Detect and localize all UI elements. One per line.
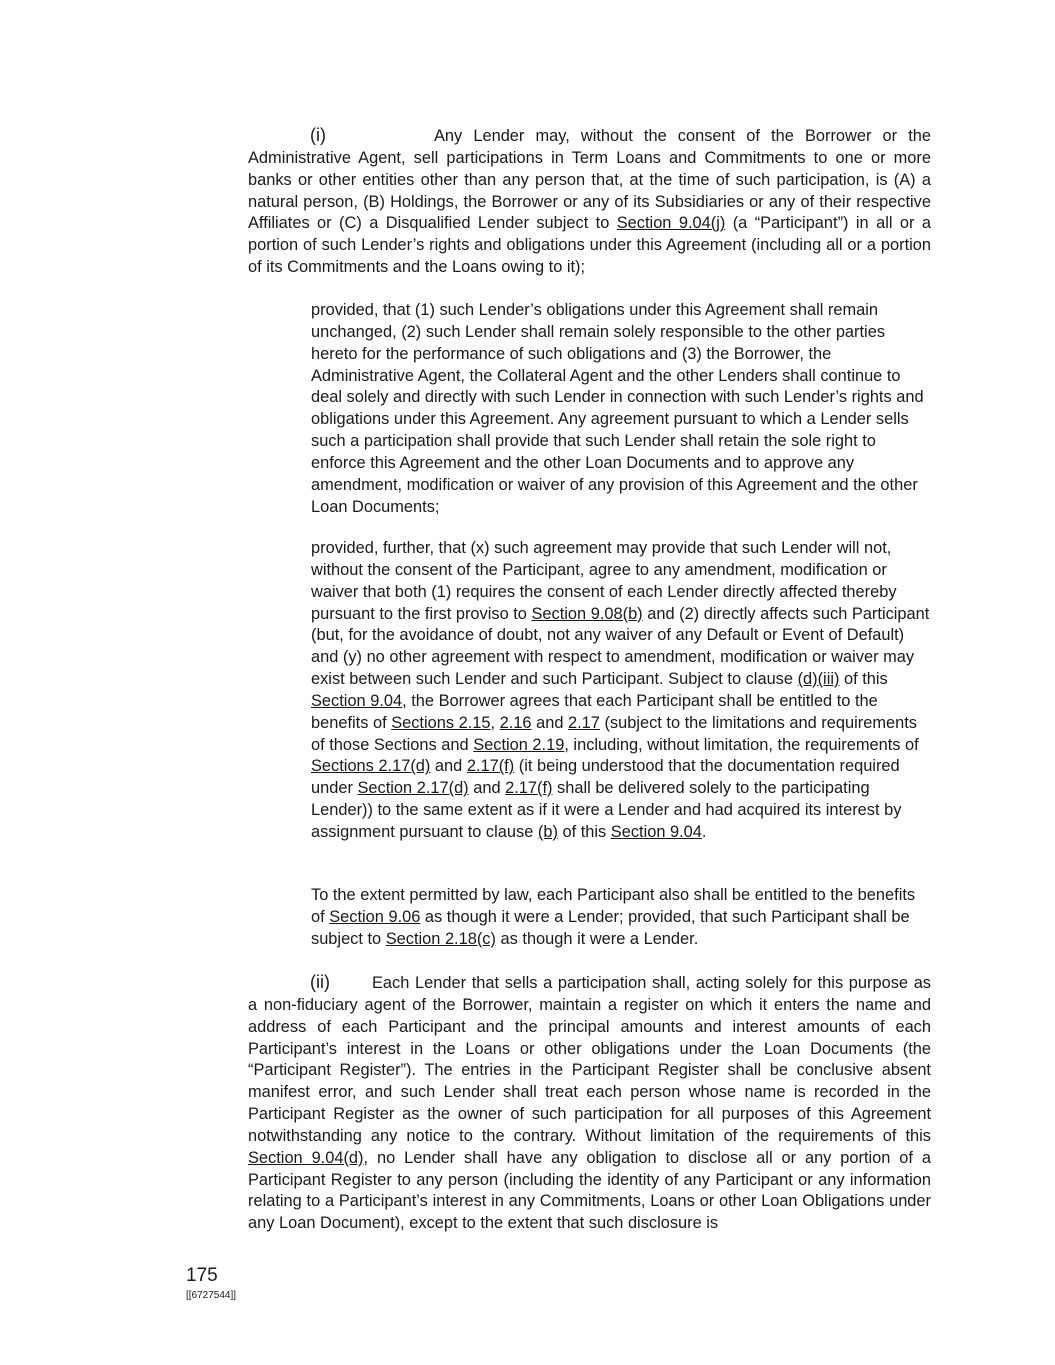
section-ref-link[interactable]: 2.17(f) xyxy=(505,779,553,798)
text: and xyxy=(531,713,568,732)
clause-marker-i: (i) xyxy=(310,125,326,145)
text: , xyxy=(490,713,500,732)
section-ref-link[interactable]: 2.17 xyxy=(568,713,600,732)
extent-paragraph xyxy=(311,885,933,951)
section-ref-link[interactable]: Section 2.18(c) xyxy=(385,929,496,948)
text: , the Borrower agrees that each Participant shall be entitled to the benefits of xyxy=(311,691,878,732)
text: (a “Participant”) in all or a portion of such Lender’s rights and obligations under this Agreement (including all or a portion of its Commitments and the Loans owing to it); xyxy=(248,214,931,277)
section-ref-link[interactable]: Section 9.04 xyxy=(311,691,403,710)
section-ref-link[interactable]: Section 9.04 xyxy=(610,822,702,841)
text: and xyxy=(430,757,467,776)
text: (subject to the limitations and requirements of those Sections and xyxy=(311,713,917,754)
page-number: 175 xyxy=(186,1265,218,1286)
section-ref-link[interactable]: Section 9.04(j) xyxy=(616,214,726,233)
clause-ref-link[interactable]: (b) xyxy=(537,822,558,841)
text: as though it were a Lender; provided, that such Participant shall be subject to xyxy=(311,907,910,948)
section-ref-link[interactable]: Section 9.06 xyxy=(329,907,421,926)
document-id: [[6727544]] xyxy=(186,1290,237,1301)
text: Any Lender may, without the consent of the Borrower or the Administrative Agent, sell participations in Term Loans and Commitments to one or more banks or other entities other than any person that, at the time of such participation, is (A) a natural person, (B) Holdings, the Borrower or any of its Subsidiaries or any of their respective Affiliates or (C) a Disqualified Lender subject to xyxy=(248,127,931,233)
text: provided, further, that (x) such agreement may provide that such Lender will not, without the consent of the Participant, agree to any amendment, modification or waiver that both (1) requires the consent of each Lender directly affected thereby pursuant to the first proviso to xyxy=(311,539,897,623)
text: Each Lender that sells a participation shall, acting solely for this purpose as a non-fiduciary agent of the Borrower, maintain a register on which it enters the name and address of each Participant and the principal amounts and interest amounts of each Participant’s interest in the Loans or other obligations under the Loan Documents (the “Participant Register”). The entries in the Participant Register shall be conclusive absent manifest error, and such Lender shall treat each person whose name is recorded in the Participant Register as the owner of such participation for all purposes of this Agreement notwithstanding any notice to the contrary. Without limitation of the requirements of this xyxy=(248,974,931,1145)
section-ref-link[interactable]: 2.17(f) xyxy=(466,757,515,776)
proviso-paragraph xyxy=(311,300,933,518)
clause-ref-link[interactable]: (d)(iii) xyxy=(797,670,840,689)
section-ref-link[interactable]: 2.16 xyxy=(499,713,532,732)
text: shall be delivered solely to the participating Lender)) to the same extent as if it were a Lender and had acquired its interest by assignment pursuant to clause xyxy=(311,779,902,841)
text: and xyxy=(468,779,506,798)
paragraph-ii xyxy=(248,972,931,1235)
text: To the extent permitted by law, each Participant also shall be entitled to the benefits of xyxy=(311,886,916,926)
section-ref-link[interactable]: Section 2.19 xyxy=(473,735,565,754)
section-ref-link[interactable]: Sections 2.17(d) xyxy=(311,757,431,776)
text: provided, that (1) such Lender’s obligations under this Agreement shall remain unchanged, (2) such Lender shall remain solely responsible to the other parties hereto for the performance of such obligations and (3) the Borrower, the Administrative Agent, the Collateral Agent and the other Lenders shall continue to deal solely and directly with such Lender in connection with such Lender’s rights and obligations under this Agreement. Any agreement pursuant to which a Lender sells such a participation shall provide that such Lender shall retain the sole right to enforce this Agreement and the other Loan Documents and to approve any amendment, modification or waiver of any provision of this Agreement and the other Loan Documents; xyxy=(311,301,924,516)
clause-marker-ii: (ii) xyxy=(310,972,330,992)
section-ref-link[interactable]: Section 9.08(b) xyxy=(531,604,643,623)
paragraph-i xyxy=(248,125,931,279)
text: and (2) directly affects such Participant (but, for the avoidance of doubt, not any waiver of any Default or Event of Default) and (y) no other agreement with respect to amendment, modification or waiver may exist between such Lender and such Participant. Subject to clause xyxy=(311,604,930,689)
text: as though it were a Lender. xyxy=(495,929,699,948)
text: (it being understood that the documentation required under xyxy=(311,757,900,798)
section-ref-link[interactable]: Section 2.17(d) xyxy=(357,779,469,798)
text: , including, without limitation, the requirements of xyxy=(564,735,919,754)
text: of this xyxy=(557,822,611,841)
proviso-further-paragraph xyxy=(311,538,933,844)
section-ref-link[interactable]: Section 9.04(d) xyxy=(248,1148,364,1167)
section-ref-link[interactable]: Sections 2.15 xyxy=(391,713,491,732)
text: , no Lender shall have any obligation to disclose all or any portion of a Participant Register to any person (including the identity of any Participant or any information relating to a Participant’s interest in any Commitments, Loans or other Loan Obligations under any Loan Document), except to the extent that such disclosure is xyxy=(248,1148,931,1233)
text: . xyxy=(701,822,707,841)
text: of this xyxy=(839,670,888,689)
